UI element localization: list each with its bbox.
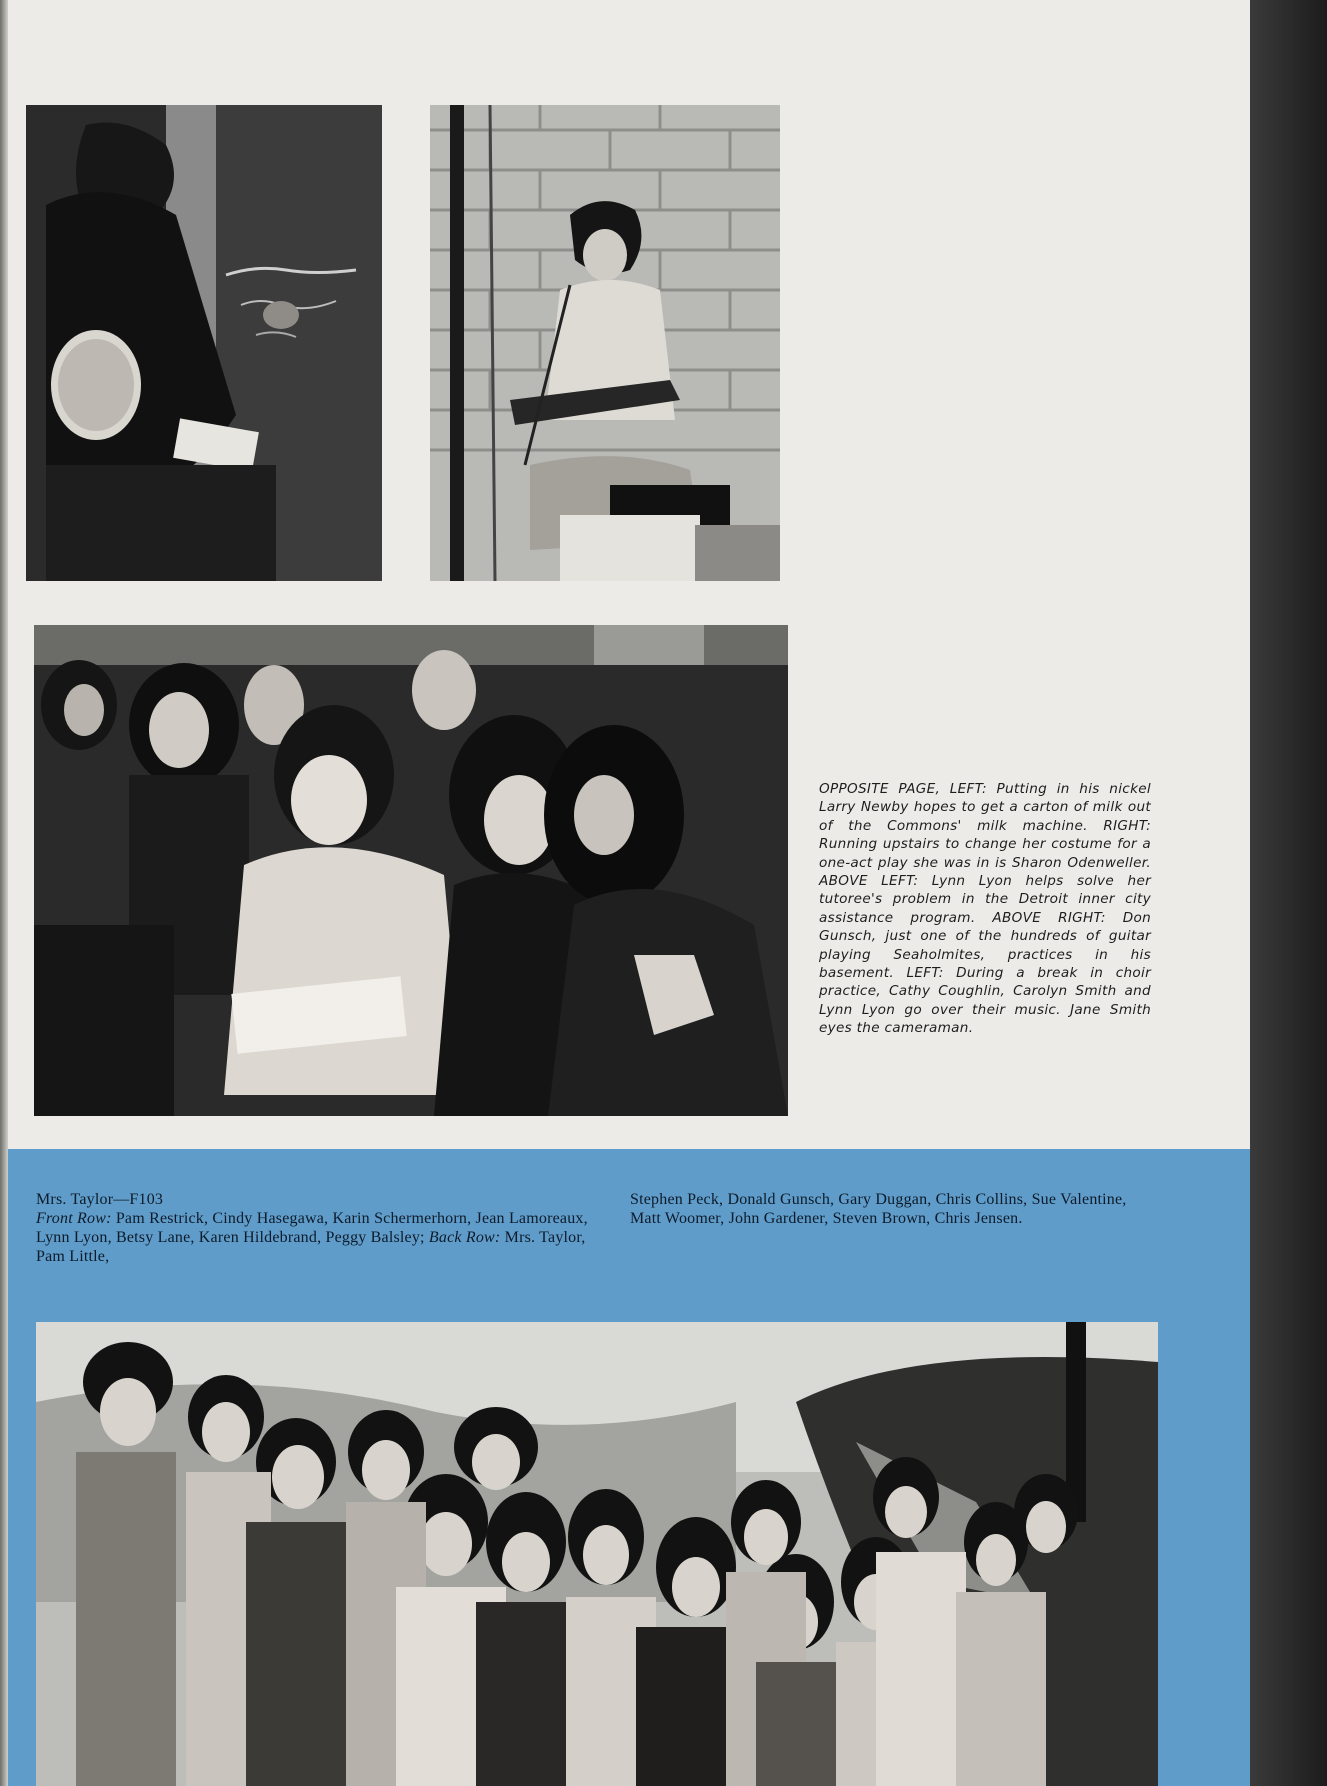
photo-chalkboard-tutoring [26,105,382,581]
photo-choir-image [34,625,788,1116]
homeroom-title: Mrs. Taylor—F103 [36,1191,164,1208]
photo-homeroom-image [36,1322,1158,1786]
back-row-names-continued: Stephen Peck, Donald Gunsch, Gary Duggan, Chris Collins, Sue Valentine, Matt Woomer, John Gardener, Steven Brown, Chris Jensen. [630,1191,1127,1227]
front-row-names: Pam Restrick, Cindy Hasegawa, Karin Schermerhorn, Jean Lamoreaux, Lynn Lyon, Betsy Lane, Karen Hildebrand, Peggy Balsley; [36,1210,588,1246]
photo-chalkboard-image [26,105,382,581]
scan-margin [1250,0,1327,1786]
photo-guitar-player [430,105,780,581]
front-row-label: Front Row: [36,1210,112,1227]
back-row-label: Back Row: [428,1229,501,1246]
photo-choir-practice [34,625,788,1116]
homeroom-roster-right [630,1190,1150,1228]
homeroom-roster-body [36,1209,606,1266]
photo-guitar-image [430,105,780,581]
homeroom-roster-left [36,1190,606,1266]
back-row-names-start: Mrs. Taylor, Pam Little, [36,1229,586,1265]
page-spine [0,0,8,1786]
photo-caption: OPPOSITE PAGE, LEFT: Putting in his nickel Larry Newby hopes to get a carton of milk out of the Commons' milk machine. RIGHT: Running upstairs to change her costume for a one-act play she was in is Sharon Odenweller. ABOVE LEFT: Lynn Lyon helps solve her tutoree's problem in the Detroit inner city assistance program. ABOVE RIGHT: Don Gunsch, just one of the hundreds of guitar playing Seaholmites, practices in his basement. LEFT: During a break in choir practice, Cathy Coughlin, Carolyn Smith and Lynn Lyon go over their music. Jane Smith eyes the cameraman. [819,781,1151,1037]
photo-homeroom-group [36,1322,1158,1786]
